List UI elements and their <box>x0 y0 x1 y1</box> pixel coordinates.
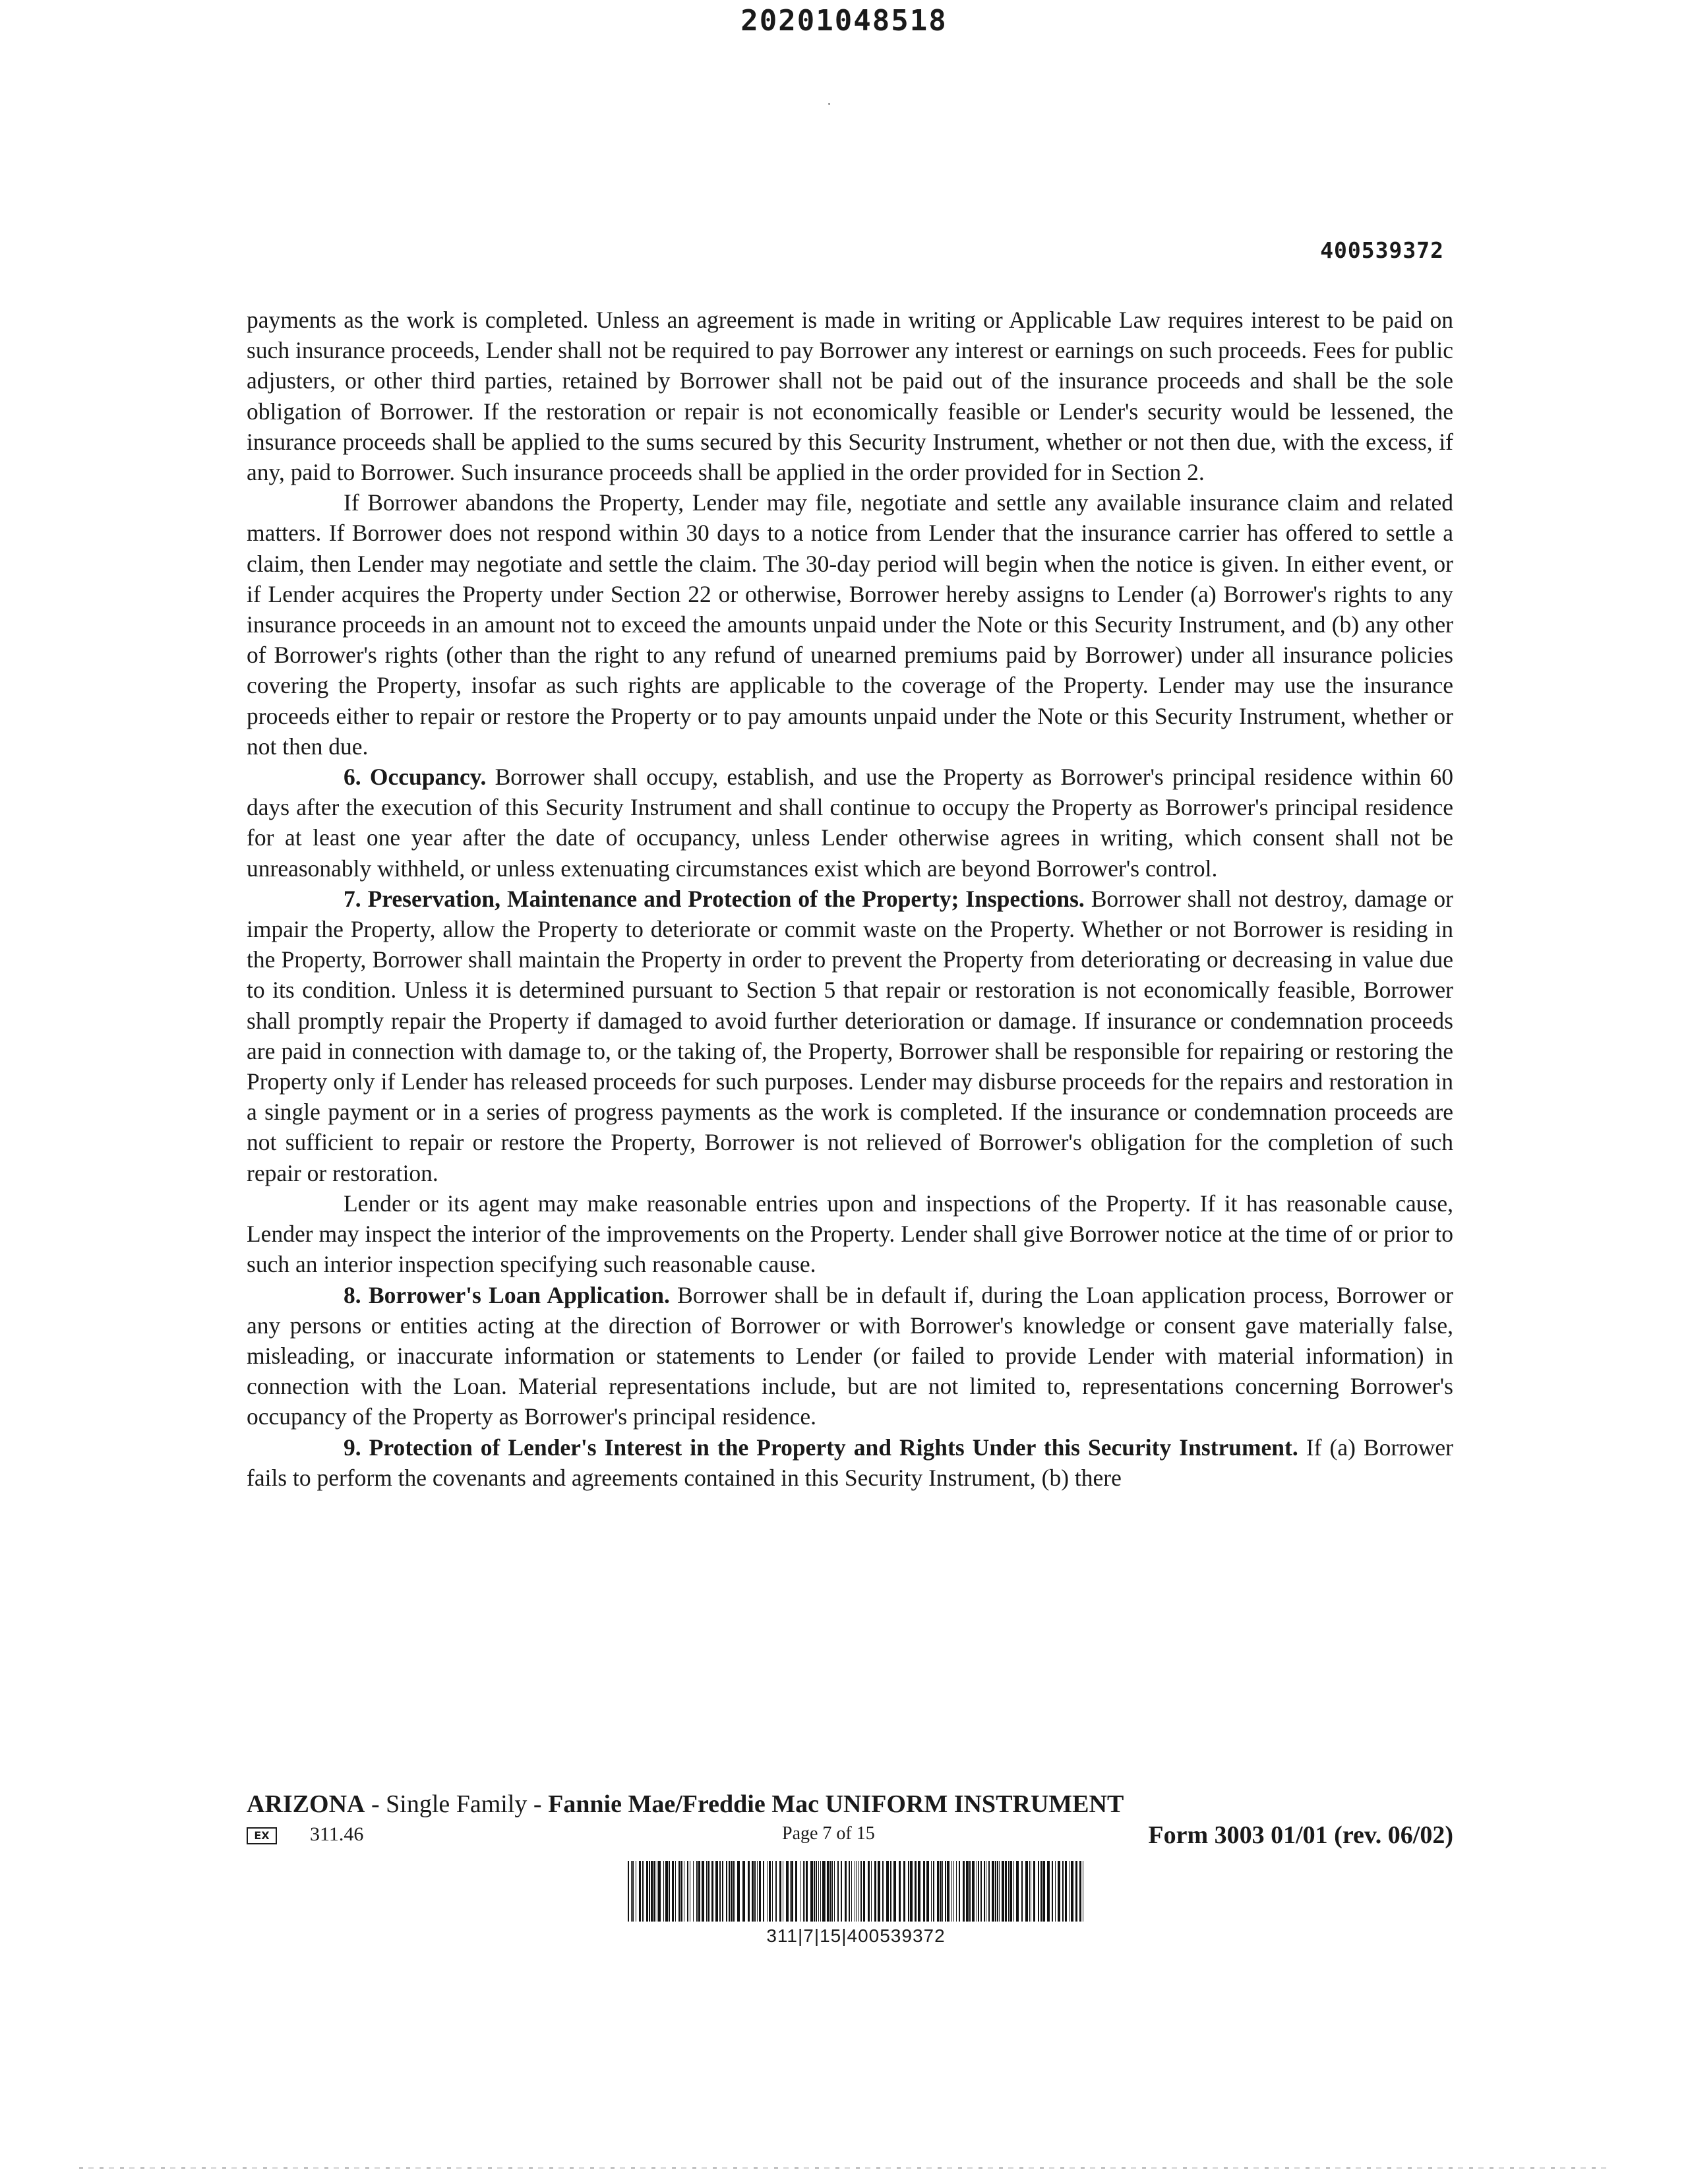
barcode-bar <box>874 1861 876 1922</box>
paragraph-text: If (a) Borrower fails to perform the covenants and agreements contained in this Security Instrument, (b) there <box>247 1434 1453 1491</box>
barcode-bar <box>1047 1861 1050 1922</box>
barcode-bar <box>956 1861 957 1922</box>
barcode-bar <box>978 1861 979 1922</box>
barcode-bar <box>1008 1861 1010 1922</box>
barcode-bar <box>687 1861 688 1922</box>
footer-separator: - Single Family - <box>365 1790 549 1818</box>
barcode-bar <box>992 1861 994 1922</box>
footer-row <box>247 1823 1453 1856</box>
barcode-bar <box>642 1861 644 1922</box>
barcode-bar <box>698 1861 700 1922</box>
scan-speck <box>828 103 830 105</box>
barcode-bar <box>1010 1861 1012 1922</box>
barcode-bar <box>937 1861 939 1922</box>
barcode-bar <box>856 1861 857 1922</box>
barcode-bar <box>945 1861 946 1922</box>
barcode-bar <box>969 1861 971 1922</box>
barcode-bar <box>931 1861 932 1922</box>
barcode-bar <box>632 1861 634 1922</box>
barcode-bar <box>737 1861 740 1922</box>
barcode-bar <box>653 1861 655 1922</box>
barcode-bar <box>742 1861 745 1922</box>
barcode-bar <box>860 1861 862 1922</box>
barcode-bar <box>786 1861 789 1922</box>
barcode-bar <box>757 1861 758 1922</box>
scan-edge-artifact <box>79 2167 1609 2169</box>
barcode-bar <box>959 1861 960 1922</box>
form-code: 311.46 <box>310 1823 364 1845</box>
barcode-bar <box>759 1861 761 1922</box>
paragraph <box>247 1432 1453 1493</box>
barcode-bar <box>795 1861 797 1922</box>
barcode-bar <box>711 1861 713 1922</box>
barcode-bar <box>628 1861 629 1922</box>
barcode-bar <box>1052 1861 1053 1922</box>
barcode-bar <box>733 1861 735 1922</box>
barcode-bar <box>1069 1861 1070 1922</box>
barcode-bar <box>722 1861 723 1922</box>
barcode-bar <box>851 1861 852 1922</box>
barcode-bar <box>779 1861 781 1922</box>
barcode-bar <box>772 1861 773 1922</box>
barcode-bar <box>696 1861 698 1922</box>
paragraph-text: Borrower shall occupy, establish, and use the Property as Borrower's principal residence within 60 days after the execution of this Security Instrument and shall continue to occupy the Property as Borrower's principal residence for at least one year after the date of occupancy, unless Lender otherwise agrees in writing, which consent shall not be unreasonably withheld, or unless extenuating circumstances exist which are beyond Borrower's control. <box>247 764 1454 882</box>
barcode-bar <box>926 1861 929 1922</box>
barcode-bar <box>999 1861 1000 1922</box>
page-number: Page 7 of 15 <box>782 1823 875 1844</box>
barcode-bar <box>882 1861 884 1922</box>
barcode-bar <box>639 1861 641 1922</box>
barcode-bar <box>1075 1861 1077 1922</box>
barcode-bar <box>915 1861 917 1922</box>
barcode-bar <box>767 1861 768 1922</box>
barcode-bar <box>923 1861 925 1922</box>
barcode-bar <box>903 1861 905 1922</box>
barcode-bar <box>693 1861 694 1922</box>
barcode-bar <box>803 1861 804 1922</box>
barcode-bar <box>669 1861 670 1922</box>
ex-logo-icon: EX <box>247 1827 277 1844</box>
section-heading: 7. Preservation, Maintenance and Protection of the Property; Inspections. <box>344 885 1085 912</box>
barcode-bar <box>963 1861 965 1922</box>
barcode-bar <box>947 1861 950 1922</box>
barcode-bar <box>631 1861 632 1922</box>
barcode-bar <box>834 1861 835 1922</box>
barcode-bar <box>918 1861 920 1922</box>
barcode-bar <box>988 1861 990 1922</box>
barcode-bar <box>769 1861 771 1922</box>
barcode-bar <box>702 1861 704 1922</box>
paragraph <box>247 762 1453 884</box>
barcode-bar <box>791 1861 793 1922</box>
barcode-bar <box>863 1861 865 1922</box>
barcode-bar <box>1029 1861 1030 1922</box>
barcode-bar <box>997 1861 998 1922</box>
barcode-bar <box>966 1861 969 1922</box>
barcode-bar <box>984 1861 985 1922</box>
barcode <box>628 1861 1084 1922</box>
paragraph-text: Borrower shall not destroy, damage or impair the Property, allow the Property to deteriorate or commit waste on the Property. Whether or not Borrower is residing in the Property, Borrower shall maintain the Property in order to prevent the Property from deteriorating or decreasing in value due to its condition. Unless it is determined pursuant to Section 5 that repair or restoration is not economically feasible, Borrower shall promptly repair the Property if damaged to avoid further deterioration or damage. If insurance or condemnation proceeds are paid in connection with damage to, or the taking of, the Property, Borrower shall be responsible for repairing or restoring the Property only if Lender has released proceeds for such purposes. Lender may disburse proceeds for the repairs and restoration in a single payment or in a series of progress payments as the work is completed. If the insurance or condemnation proceeds are not sufficient to repair or restore the Property, Borrower is not relieved of Borrower's obligation for the completion of such repair or restoration. <box>247 885 1453 1186</box>
barcode-bar <box>951 1861 952 1922</box>
barcode-bar <box>706 1861 707 1922</box>
barcode-bar <box>816 1861 817 1922</box>
barcode-bar <box>775 1861 777 1922</box>
barcode-bar <box>953 1861 954 1922</box>
footer-state: ARIZONA <box>247 1790 365 1818</box>
loan-number: 400539372 <box>1320 237 1444 263</box>
barcode-bar <box>1065 1861 1067 1922</box>
barcode-bar <box>672 1861 674 1922</box>
footer-instrument-title <box>247 1790 1124 1819</box>
barcode-bar <box>752 1861 754 1922</box>
barcode-bar <box>831 1861 833 1922</box>
barcode-bar <box>933 1861 934 1922</box>
barcode-bar <box>1042 1861 1045 1922</box>
barcode-bar <box>908 1861 909 1922</box>
barcode-bar <box>1005 1861 1007 1922</box>
barcode-bar <box>708 1861 709 1922</box>
barcode-bar <box>1079 1861 1081 1922</box>
barcode-bar <box>715 1861 718 1922</box>
footer-instrument: Fannie Mae/Freddie Mac UNIFORM INSTRUMENT <box>548 1790 1124 1818</box>
paragraph <box>247 1188 1453 1280</box>
barcode-bar <box>845 1861 847 1922</box>
barcode-bar <box>754 1861 756 1922</box>
barcode-bar <box>806 1861 808 1922</box>
barcode-bar <box>814 1861 815 1922</box>
document-body <box>247 305 1453 1493</box>
barcode-bar <box>886 1861 889 1922</box>
barcode-bar <box>646 1861 648 1922</box>
barcode-bar <box>899 1861 901 1922</box>
barcode-bar <box>1025 1861 1028 1922</box>
barcode-bar <box>1071 1861 1073 1922</box>
barcode-bar <box>651 1861 653 1922</box>
barcode-bar <box>748 1861 750 1922</box>
barcode-bar <box>790 1861 791 1922</box>
barcode-bar <box>1033 1861 1035 1922</box>
barcode-bar <box>829 1861 831 1922</box>
barcode-bar <box>942 1861 943 1922</box>
paragraph <box>247 1280 1453 1432</box>
barcode-bar <box>709 1861 710 1922</box>
barcode-bar <box>910 1861 913 1922</box>
paragraph-text: Lender or its agent may make reasonable entries upon and inspections of the Property. If it has reasonable cause, Lender may inspect the interior of the improvements on the Property. Lender shall give Borrower notice at the time of or prior to such an interior inspection specifying such reasonable cause. <box>247 1190 1453 1278</box>
barcode-bar <box>893 1861 896 1922</box>
barcode-bar <box>665 1861 668 1922</box>
barcode-bar <box>658 1861 661 1922</box>
paragraph <box>247 305 1453 487</box>
barcode-bar <box>871 1861 872 1922</box>
barcode-bar <box>1040 1861 1042 1922</box>
form-number: Form 3003 01/01 (rev. 06/02) <box>1148 1821 1453 1849</box>
barcode-bar <box>675 1861 676 1922</box>
barcode-bar <box>890 1861 891 1922</box>
barcode-bar <box>1038 1861 1039 1922</box>
barcode-bar <box>858 1861 859 1922</box>
section-heading: 8. Borrower's Loan Application. <box>344 1281 670 1308</box>
barcode-bar <box>1062 1861 1064 1922</box>
barcode-bar <box>995 1861 996 1922</box>
recording-number: 20201048518 <box>740 4 948 38</box>
paragraph <box>247 884 1453 1188</box>
barcode-bar <box>1016 1861 1019 1922</box>
barcode-bar <box>980 1861 982 1922</box>
paragraph-text: If Borrower abandons the Property, Lender may file, negotiate and settle any available insurance claim and related matters. If Borrower does not respond within 30 days to a notice from Lender that the insurance carrier has offered to settle a claim, then Lender may negotiate and settle the claim. The 30-day period will begin when the notice is given. In either event, or if Lender acquires the Property under Section 22 or otherwise, Borrower hereby assigns to Lender (a) Borrower's rights to any insurance proceeds in an amount not to exceed the amounts unpaid under the Note or this Security Instrument, and (b) any other of Borrower's rights (other than the right to any refund of unearned premiums paid by Borrower) under all insurance policies covering the Property, insofar as such rights are applicable to the coverage of the Property. Lender may use the insurance proceeds either to repair or restore the Property or to pay amounts unpaid under the Note or this Security Instrument, whether or not then due. <box>247 489 1453 760</box>
barcode-bar <box>1021 1861 1023 1922</box>
barcode-bar <box>822 1861 825 1922</box>
barcode-bar <box>663 1861 664 1922</box>
paragraph-text: payments as the work is completed. Unless an agreement is made in writing or Applicable Law requires interest to be paid on such insurance proceeds, Lender shall not be required to pay Borrower any interest or earnings on such proceeds. Fees for public adjusters, or other third parties, retained by Borrower shall not be paid out of the insurance proceeds and shall be the sole obligation of Borrower. If the restoration or repair is not economically feasible or Lender's security would be lessened, the insurance proceeds shall be applied to the sums secured by this Security Instrument, whether or not then due, with the excess, if any, paid to Borrower. Such insurance proceeds shall be applied in the order provided for in Section 2. <box>247 307 1453 486</box>
barcode-bar <box>841 1861 842 1922</box>
barcode-bar <box>868 1861 870 1922</box>
barcode-bar <box>1055 1861 1056 1922</box>
paragraph-text: Borrower shall be in default if, during the Loan application process, Borrower or any persons or entities acting at the direction of Borrower or with Borrower's knowledge or consent gave materially false, misleading, or inaccurate information or statements to Lender (or failed to provide Lender with material information) in connection with the Loan. Material representations include, but are not limited to, representations concerning Borrower's occupancy of the Property as Borrower's principal residence. <box>247 1281 1453 1430</box>
barcode-bar <box>820 1861 821 1922</box>
barcode-bar <box>827 1861 829 1922</box>
barcode-bar <box>726 1861 727 1922</box>
barcode-bar <box>878 1861 880 1922</box>
barcode-text: 311|7|15|400539372 <box>766 1926 946 1946</box>
barcode-bar <box>729 1861 730 1922</box>
barcode-bar <box>849 1861 850 1922</box>
barcode-bar <box>1058 1861 1060 1922</box>
paragraph <box>247 487 1453 762</box>
barcode-bar <box>1002 1861 1004 1922</box>
barcode-bar <box>810 1861 813 1922</box>
barcode-bar <box>680 1861 682 1922</box>
barcode-bar <box>719 1861 721 1922</box>
section-heading: 9. Protection of Lender's Interest in the Property and Rights Under this Security Instrument. <box>344 1434 1298 1461</box>
barcode-bar <box>804 1861 805 1922</box>
barcode-bar <box>972 1861 975 1922</box>
barcode-bar <box>763 1861 764 1922</box>
barcode-bar <box>837 1861 839 1922</box>
barcode-bar <box>940 1861 942 1922</box>
barcode-bar <box>678 1861 680 1922</box>
barcode-bar <box>649 1861 650 1922</box>
section-heading: 6. Occupancy. <box>344 764 487 791</box>
barcode-bar <box>818 1861 819 1922</box>
barcode-bar <box>1013 1861 1014 1922</box>
barcode-bar <box>731 1861 733 1922</box>
